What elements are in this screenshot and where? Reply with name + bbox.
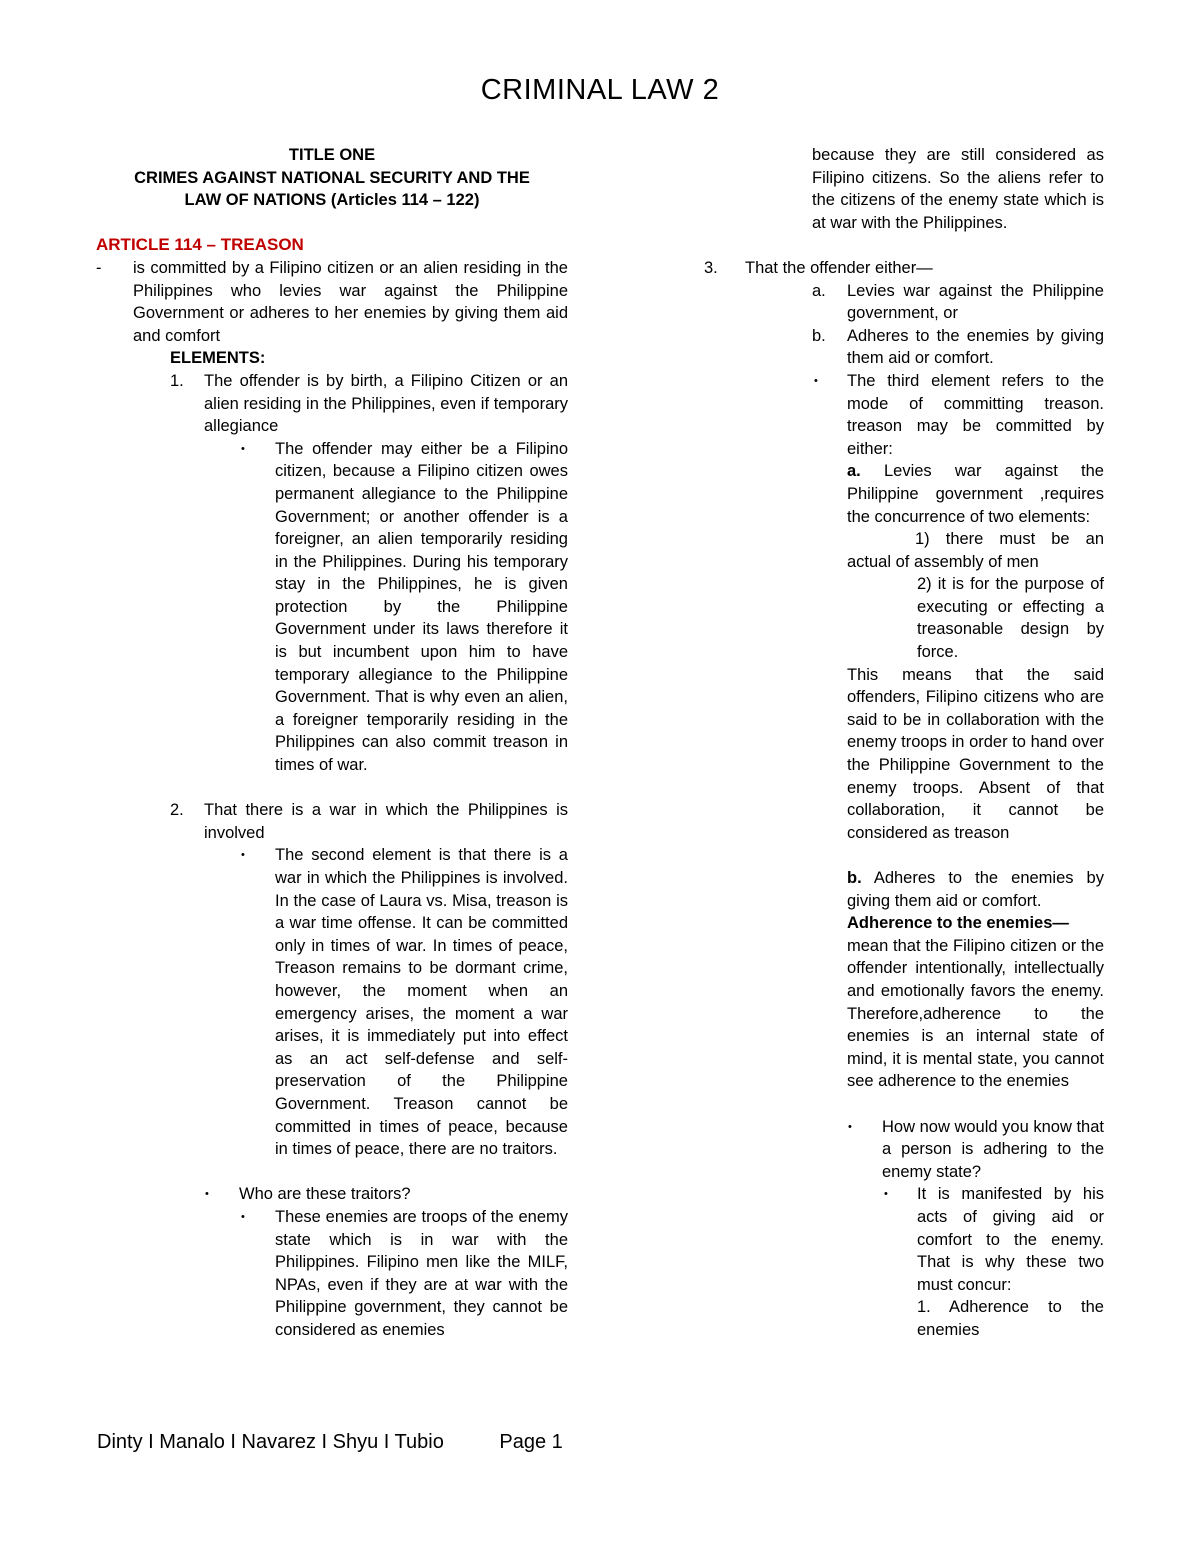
element-text: That the offender either—: [745, 258, 933, 277]
bullet-icon: •: [241, 849, 245, 862]
footer-page-number: Page 1: [499, 1431, 563, 1453]
bullet-icon: •: [814, 374, 818, 387]
element-number: 1.: [170, 371, 184, 390]
right-column: [700, 144, 1104, 1341]
concur-item-1: 1. Adherence to the enemies: [917, 1298, 1104, 1339]
option-label: a.: [812, 281, 826, 300]
levies-text: Levies war against the Philippine government ,requires the concurrence of two elements:: [847, 462, 1104, 526]
levies-explanation: This means that the said offenders, Filipino citizens who are said to be in collaboration with the enemy troops in order to hand over the Philippine Government to the enemy troops. Absent of that collaboration, it cannot be considered as treason: [847, 665, 1104, 842]
question-text: How now would you know that a person is adhering to the enemy state?: [882, 1117, 1104, 1181]
adherence-answer: [700, 1183, 1104, 1341]
levies-label: a.: [847, 462, 861, 481]
article-heading: ARTICLE 114 – TREASON: [96, 235, 304, 255]
note-text: The offender may either be a Filipino citizen, because a Filipino citizen owes permanent allegiance to the Philippine Government; or another offender is a foreigner, an alien temporarily residing in the Philippines. During his temporary stay in the Philippines, he is given protection by the Philippine Government under its laws therefore it is but incumbent upon him to have temporary allegiance to the Philippine Government. That is why even an alien, a foreigner temporarily residing in the Philippines can also commit treason in times of war.: [275, 439, 568, 775]
note-text: The second element is that there is a war in which the Philippines is involved. In the case of Laura vs. Misa, treason is a war time offense. It can be committed only in times of war. In times of peace, Treason remains to be dormant crime, however, the moment when an emergency arises, the moment a war arises, it is immediately put into effect as an act self-defense and self-preservation of the Philippine Government. Treason cannot be committed in times of peace, because in times of peace, there are no traitors.: [275, 846, 568, 1159]
element-3-note: [700, 370, 1104, 1116]
element-1: [96, 370, 568, 438]
requirement-2: 2) it is for the purpose of executing or effecting a treasonable design by force.: [917, 575, 1104, 662]
element-2-note: [96, 844, 568, 1160]
definition-text: is committed by a Filipino citizen or an alien residing in the Philippines who levies war against the Philippine Government or adheres to her enemies by giving them aid and comfort: [133, 258, 568, 345]
answer-text: These enemies are troops of the enemy state which is in war with the Philippines. Filipino men like the MILF, NPAs, even if they are at war with the Philippine government, they cannot be considered as enemies: [275, 1207, 568, 1339]
element-text: The offender is by birth, a Filipino Citizen or an alien residing in the Philippines, even if temporary allegiance: [204, 371, 568, 436]
traitors-question: [96, 1183, 568, 1206]
element-1-note: [96, 438, 568, 777]
continuation-text: because they are still considered as Filipino citizens. So the aliens refer to the citizens of the enemy state which is at war with the Philippines.: [812, 146, 1104, 232]
element-2: [96, 799, 568, 844]
levies-paragraph: [847, 460, 1104, 528]
adheres-paragraph: [847, 867, 1104, 912]
option-text: Levies war against the Philippine government, or: [847, 281, 1104, 323]
bullet-icon: •: [241, 442, 245, 455]
dash-marker: -: [96, 258, 102, 277]
document-title: CRIMINAL LAW 2: [480, 74, 720, 106]
bullet-icon: •: [848, 1120, 852, 1133]
left-column: [96, 144, 568, 1341]
option-label: b.: [812, 326, 826, 345]
requirement-1: 1) there must be an actual of assembly of men: [847, 530, 1104, 571]
title-one-line3: LAW OF NATIONS (Articles 114 – 122): [184, 191, 480, 210]
adherence-definition: mean that the Filipino citizen or the offender intentionally, intellectually and emotionally favors the enemy. Therefore,adherence to the enemies is an internal state of mind, it is mental state, you cannot see adherence to the enemies: [847, 936, 1104, 1091]
adheres-text: Adheres to the enemies by giving them aid or comfort.: [847, 869, 1104, 910]
bullet-icon: •: [884, 1188, 888, 1201]
adherence-term: Adherence to the enemies—: [847, 914, 1069, 933]
option-text: Adheres to the enemies by giving them aid or comfort.: [847, 326, 1104, 368]
title-one-line2: CRIMES AGAINST NATIONAL SECURITY AND THE: [134, 168, 530, 187]
note-text: The third element refers to the mode of committing treason. treason may be committed by either:: [847, 371, 1104, 458]
option-b: [700, 325, 1104, 370]
answer-text: It is manifested by his acts of giving aid or comfort to the enemy. That is why these two must concur:: [917, 1185, 1104, 1294]
bullet-icon: •: [241, 1210, 245, 1223]
elements-label: ELEMENTS:: [170, 349, 266, 368]
traitors-answer: [96, 1206, 568, 1342]
element-number: 3.: [704, 258, 718, 277]
option-a: [700, 280, 1104, 325]
question-text: Who are these traitors?: [239, 1185, 411, 1204]
element-number: 2.: [170, 801, 184, 820]
adherence-question: [700, 1116, 1104, 1184]
adheres-label: b.: [847, 869, 862, 887]
title-one-line1: TITLE ONE: [288, 146, 376, 164]
page-footer: [97, 1431, 563, 1454]
element-3: [700, 257, 1104, 280]
element-text: That there is a war in which the Philippines is involved: [204, 801, 568, 842]
bullet-icon: •: [205, 1188, 209, 1201]
footer-authors: Dinty I Manalo I Navarez I Shyu I Tubio: [97, 1431, 444, 1453]
article-definition: [96, 257, 568, 347]
